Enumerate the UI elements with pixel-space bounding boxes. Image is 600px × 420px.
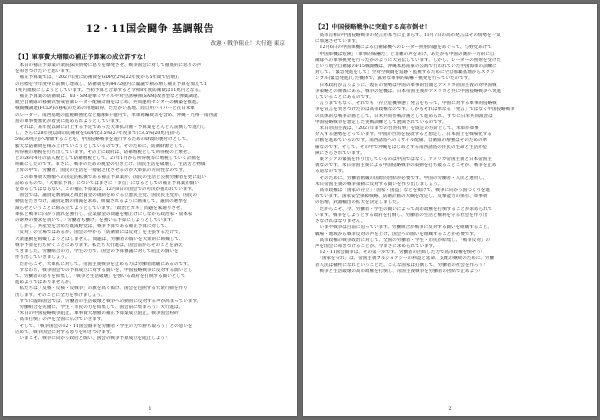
text-line: 職場・地域から戦争反対の声を上げ、国会への闘いを組織することが必要です。 (315, 231, 479, 237)
text-line: 労働組合を先頭に、学生・市民の力を結集して、国会前に集まろう！大行進は、 (15, 304, 184, 310)
text-line: 介入する態勢をとっています。中国が台湾を侵攻すると想定し、日本国土を戦場化する (315, 132, 492, 138)
text-line: の具体的な戦争計画として、日米共同作戦計画として進められ、すでに日米共同演習は (315, 113, 493, 119)
text-line: めています。国家安全保障戦略、防衛計画の大綱を改定し、反撃能力の保有、軍事費 (315, 194, 488, 200)
text-line: をゆるしてはならない。この補正予算案は、12月8日の国会での可決が狙われています。 (15, 187, 197, 193)
page-number-1: 1 (148, 406, 152, 412)
text-line: 軍拡と戦争に向かう流れを強行し、企業献金の問題を棚上げにしながら政治家・資本家 (15, 211, 193, 217)
text-line: 米日帝国主義は、「2027年までの台湾有事」を既定の方針として、米軍が軍事 (315, 126, 479, 132)
text-line: さなければなりません。 (315, 219, 366, 225)
text-line: との26年4月の法人税として防衛増税として、27年1月から所得税等に増税していく計画を (15, 156, 201, 162)
text-line: だからこそ、今、労働者・学生の闘いによって高市政権を打倒することが求められて (315, 206, 493, 212)
text-line: 詰めるもので、「大軍拡予算」についてはまさに「争点」になるとしての補正予算案が闘い (15, 180, 199, 186)
text-line: 衛隊への軍事挑発を行ったかのように大宣伝しています。しかし、レーダーの照射を受けた (315, 57, 502, 63)
text-line: いまや戦争は目前に迫っています。労働組合が戦争に反対する闘いを組織すること、 (315, 225, 492, 231)
text-line: 上昇の中で、労働者、国民の生活を一層窮乏化させるのが大軍拡の方向性なのです。 (15, 168, 188, 174)
text-line: 明確にしたのです。まさに、戦争のための税金の引き上げ、国民生活を破壊し、生活苦と物価 (15, 162, 206, 168)
text-line: 中国侵略戦争を想定した実戦訓練として展開されているのです。 (315, 119, 447, 125)
text-line: 高市政権の戦争政治に対して、全国の労働者・学生・市民が結集し、「戦争反対」の (315, 237, 490, 243)
text-line: 「米日の中国侵略戦争阻止、軍事費大増額の補正予算案成立阻止、戦争国会粉砕 (15, 311, 179, 317)
text-line: し、さらに28年度以降の防衛費をGDP比3.5%(27年度までに3.5%(20兆円)から (15, 131, 181, 137)
text-line: それは、来年度以降に計上する予定であった大軍拡計画・予算案をどんどん前倒しで進行し (15, 125, 206, 131)
document-title: 12・11国会闘争 基調報告 (85, 24, 215, 35)
text-line: 1兆円規模にしようとしています。当初予算と合算すると令和8年度防衛費は11兆円となる。 (15, 87, 204, 93)
text-line: 戦闘機調達(FCLP)の移転のための用地取得、たたかい基地、陸自用ハイパーと在日米軍 (15, 106, 195, 112)
text-line: 高市政権は「国家の存立」「国家・国益」などを掲げて、戦争に向かう国づくりを進 (315, 188, 490, 194)
text-line: 「反対」の立場ではあるが、国会の中から「防衛費には反対」を主張するだけで、 (15, 230, 184, 236)
text-line: 航空自衛隊の移動式警戒管制レーダー配備計画をはじめ、共同運用センターの構築を推進、 (15, 100, 202, 106)
text-line: 米日帝国主義の戦争策動に反対する闘いを作り出しましょう。 (315, 181, 443, 187)
text-line: の倍増、武器輸出の拡大を決定しました。 (315, 200, 402, 206)
text-line: て、労働者の怒りを結集し、「戦争と生活破壊」を強いる政府を打倒する闘いとして (15, 273, 186, 279)
text-line: 補正予算案の防衛費は、03・SM迎撃ミサイルや対空誘導弾(SAM)改善型など弾薬調達、 (15, 94, 202, 100)
text-line: 5%(30兆円)へ増額することを、中国侵略戦争を遂行するための財政的裏付けとして、 (15, 137, 191, 143)
text-line: 12・11国会闘争は、その第一歩です。労働者の団結した力で高市政権を倒そう！ (315, 250, 486, 256)
section-2-body (315, 33, 585, 275)
page-2 (303, 4, 597, 416)
document-author: 改憲・戦争阻止！大行進 東京 (210, 41, 285, 47)
text-line: だからこそ、大軍拡に対して、帝国主義戦争を止める力は労働者階級にあるのです。 (15, 261, 192, 267)
page-1 (3, 4, 297, 416)
text-line: この軍事費大増額への決定的転換である補正予算案が、国民の生活と公務労働者を更に追い (15, 174, 206, 180)
section-1-body (15, 63, 285, 342)
text-line: 戦争予算を打ち砕くことにあります。私たち大行進は、国会前からそのことを訴え (15, 242, 183, 248)
text-line: という航空自衛隊のF15戦闘機は、沖縄本島南東の公海で行われていた中国海軍の訓練に (315, 64, 497, 70)
text-line: てきました。労働組合の力、学生の力で、国会の予算審議に対して阻止の闘いを (15, 249, 179, 255)
text-line: います。戦争をしようとする政府を打倒し、労働者の生活と権利を守る社会を作り出 (315, 212, 488, 218)
text-line: 者人民は犠牲になれということだ。こんな国家は打倒して、労働者の社会を作ろう！ (315, 262, 488, 268)
text-line: していることにあるのです。 (315, 95, 374, 101)
text-line: 込めて、戦争国会に対する怒りを叩きつけます。 (15, 329, 115, 335)
text-line: すなわち、戦争国会での予算成立に対する闘いを、中国侵略戦争に反対する闘いとし (15, 267, 193, 273)
section-1-heading: 【1】軍事費大増額の補正予算案の成立許すな！ (15, 54, 150, 61)
text-line: 私たちは「反戦・反核・反戦争」の旗を高く掲げ、国会を包囲する大衆行動を作り (15, 286, 188, 292)
text-line: 所得税の増税を打ち出しています。その上に政府は、防衛増税として所得税の上乗せ、 (15, 149, 192, 155)
text-line: 義なのです。米日帝国主義による中国侵略戦争の策動を打ち破ることこそが、戦争を止め (315, 163, 497, 169)
text-line: の目標を今年度中に前倒し達成し、防衛費を約8472億円に閣議で積み増し補正予算を加えて1 (15, 81, 207, 87)
page-number-2: 2 (448, 406, 452, 412)
text-line: 争策略との関係にある。戦争の危機は、日本帝国主義がアメリカと共に中国侵略戦争へ突進 (315, 88, 502, 94)
text-line: すでに臨時国会では、労働者の生活破壊と戦争への動員に反対する声が高まっています。 (15, 298, 202, 304)
text-line: 声を国会に叩きつけることが、今まさに求められています。 (315, 243, 438, 249)
text-line: 補正予算案では、「2027年度に防衛費をGDP比2%(22年度から5年間で倍増)」 (15, 75, 182, 81)
text-line: 言うまでもなく、それでも「存立危機事態」発言をもって、中国に対する軍事的侵略戦 (315, 101, 497, 107)
text-line: 備なのです。そして、その中で沖縄をはじめとする南西諸島の住民の生命と生活が危 (315, 144, 488, 150)
text-line: 本日の補正予算案の衆院採決情勢に怒りを爆発させ、戦争国会に対して徹底的に怒りの声 (15, 63, 202, 68)
text-line: 12月6日の中国軍機による自衛隊機へのレーダー照射問題をめぐって、与野党あげて (315, 45, 492, 51)
text-line: そのために、労働者階級の国際的団結が必要です。中国の労働者・人民と連帯し、 (315, 175, 488, 181)
text-line: 島の軍事要塞化が着実に進められようとしています。 (15, 118, 124, 124)
text-line: 進めようではありませんか。 (15, 280, 75, 286)
text-line: 「国家を守れ」は、帝国主義ブルジョアジーの利益と延命、支配の継続のために、労働 (315, 256, 495, 262)
text-line: 膨大な防衛費を積み上げていこうとしているのです。そのために、防衛財源として、 (15, 143, 188, 149)
text-line: 動揺をたきつけ、議員定数の削減を求め、組閣されるように画策して、議員の選挙を (15, 199, 188, 205)
text-line: 争を宣言を突きつけたのは高市政権なのです。しかもそれは単なる「発言」ではなく中国侵略戦争 (315, 107, 515, 113)
text-line: 対して、「緊急発進をして」空対空戦闘を追跡・監視するために空自那覇基地からスクラ (315, 70, 495, 76)
text-line: 作り出していきましょう。 (15, 255, 70, 261)
text-line: 国会では、議員定数削減と政治資金の規制をめぐる立憲民主党、国民民主党が、国民の (15, 193, 197, 199)
text-line: 出します。そのことに全力を挙げましょう。 (15, 292, 106, 298)
text-line: 、高市打倒」の声を全国に広げていきます。 (15, 317, 106, 323)
text-line: 戦争と生活破壊の高市政権を打倒し、帝国主義戦争を労働者の団結で止めよう！ (315, 268, 484, 274)
text-line: 大衆運動を組織しようとはしません。問題は、労働者の闘いを大衆的に組織して、 (15, 236, 184, 242)
text-line: 「中国軍機は危険」「軍事的威嚇だ」と非難の声をあげ、あたかも中国の側が一方的に自 (315, 51, 495, 57)
text-line: ンブル(緊急発進)した機体で、露骨な軍事的威嚇・挑発を行っていたのです。 (315, 76, 473, 82)
text-line: 減らせということに組み立てようとしています。「政治とカネ」問題を素通りさせ、 (15, 205, 185, 211)
text-line: 高市首相の中国侵略戦争の発言が本当に止まらず、11月7日の高市発言はその情勢を一気 (315, 33, 501, 38)
text-line: しかし、共産党を含めた既成野党は、戦争予算である補正予算に対して、 (15, 224, 170, 230)
text-line: の財界の要求を貫いて、「労働者も働け」を強いる予算にしようとしています。 (15, 218, 176, 224)
text-line: を叩きつけたいと思います。 (15, 69, 74, 75)
text-line: 計画を進めているのです。南西諸島へのミサイル配備、自衛隊の増強はそのための準 (315, 138, 488, 144)
text-line: そして、「戦争国会の12・11国会闘争を労働者・学生の力で勝ち取ろう」との思いを (15, 323, 193, 329)
section-2-heading: 【2】中国侵略戦争に突進する高市倒せ！ (315, 24, 431, 31)
text-line: いまこそ、戦争に向かう政府と闘い、国会の戦争予算成立を阻止しよう！ (15, 335, 170, 341)
text-line: 日本政府が言うように、現在の情勢は中国の軍事的台頭とアメリカ帝国主義の対中国戦 (315, 82, 497, 88)
text-line: る道なのです。 (315, 169, 347, 175)
text-line: のレーダー、南西基地の監視網強化など総額8千億円で、米軍再編費等を含め、沖縄・九州一南西諸 (15, 112, 218, 118)
text-line: 険にさらされています。 (315, 150, 365, 156)
text-line: に加速させています。 (315, 39, 361, 45)
text-line: 東アジアの緊張を作り出しているのは中国ではなく、アメリカ帝国主義と日本帝国主 (315, 157, 492, 163)
